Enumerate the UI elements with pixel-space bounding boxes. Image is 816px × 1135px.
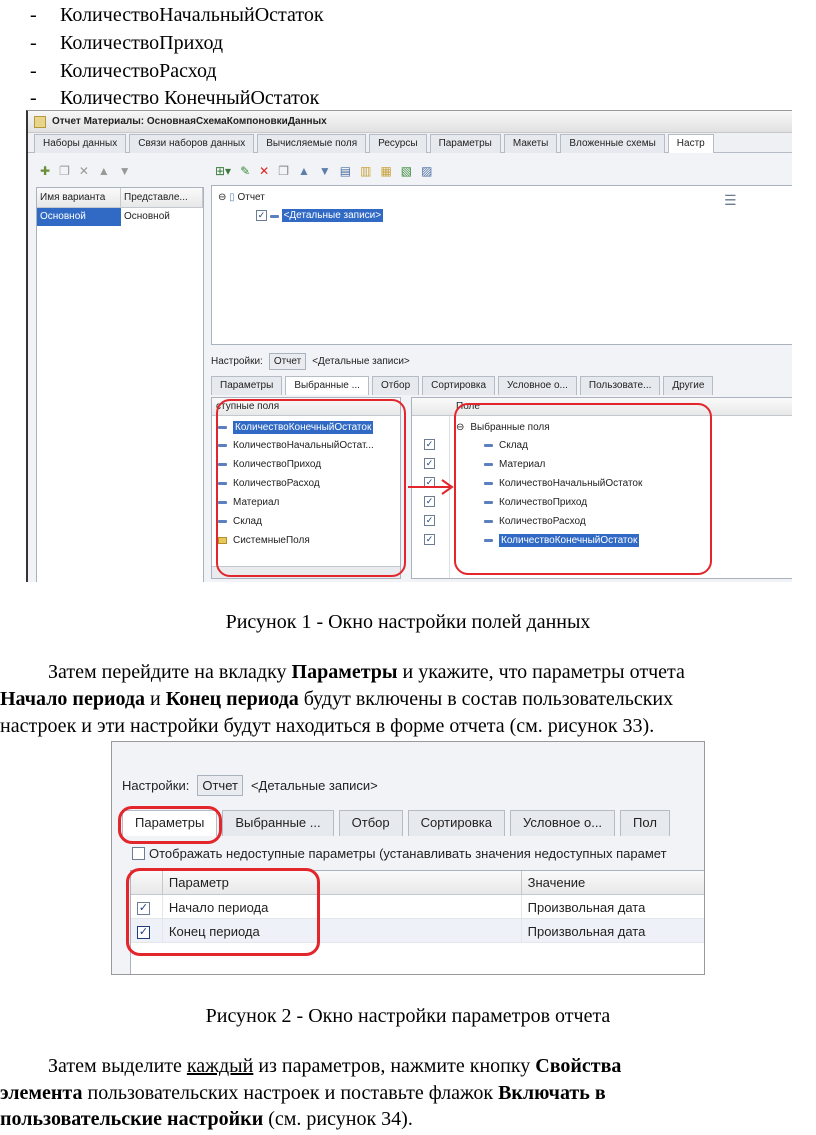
tab-nested-schemas[interactable]: Вложенные схемы <box>560 134 664 153</box>
settings-breadcrumb <box>211 351 410 371</box>
structure-toolbar <box>211 159 792 183</box>
figure2-screenshot <box>111 741 705 975</box>
tree-root[interactable]: ⊖ Выбранные поля <box>456 421 550 433</box>
column-header-param[interactable]: Параметр <box>163 871 522 894</box>
report-node-icon: ▯ <box>229 192 235 203</box>
check-icon[interactable]: ▨ <box>421 164 433 178</box>
variants-pane <box>36 159 204 582</box>
settings-label: Настройки: <box>122 778 190 793</box>
table-cell: Основной <box>124 211 170 222</box>
show-unavailable-option[interactable] <box>132 846 667 861</box>
show-unavailable-checkbox[interactable] <box>132 847 145 860</box>
selected-fields-header: Поле <box>412 398 792 416</box>
field-checkbox[interactable]: ✓ <box>425 515 434 525</box>
field-checkbox[interactable]: ✓ <box>425 477 434 487</box>
list-item[interactable]: КоличествоРасход <box>218 474 320 492</box>
list-item[interactable]: КоличествоРасход <box>484 512 586 530</box>
add-group-icon[interactable]: ⊞▾ <box>215 164 232 178</box>
collapse-icon[interactable]: ⊖ <box>456 421 465 433</box>
figure2-caption: Рисунок 2 - Окно настройки параметров отчета <box>205 1005 611 1027</box>
list-item: - КоличествоНачальныйОстаток <box>30 4 324 26</box>
settings-current[interactable]: Отчет <box>269 353 306 370</box>
table-cell: Основной <box>37 208 121 226</box>
copy-icon[interactable]: ❐ <box>59 164 70 178</box>
column-header[interactable]: Имя варианта <box>37 188 121 207</box>
field-checkbox[interactable]: ✓ <box>425 458 434 468</box>
window-title: Отчет Материалы: ОсновнаяСхемаКомпоновкиДанных <box>52 116 327 127</box>
edit-icon[interactable]: ✎ <box>240 164 251 178</box>
tree-child-label: <Детальные записи> <box>283 210 382 222</box>
highlight-oval <box>216 399 406 577</box>
list-item: - Количество КонечныйОстаток <box>30 87 320 109</box>
highlight-oval <box>118 806 222 844</box>
param-value[interactable]: Произвольная дата <box>522 895 705 918</box>
list-item[interactable]: КоличествоНачальныйОстаток <box>484 474 642 492</box>
tab-conditional[interactable]: Условное о... <box>510 810 615 836</box>
settings-sub[interactable]: <Детальные записи> <box>312 355 410 367</box>
paragraph-line: Затем выделите каждый из параметров, нажмите кнопку Свойства <box>48 1055 622 1077</box>
list-item[interactable]: Склад <box>218 512 262 530</box>
row-checkbox[interactable]: ✓ <box>138 926 149 939</box>
structure-tree <box>211 185 792 345</box>
field-checkbox[interactable]: ✓ <box>425 439 434 449</box>
variants-toolbar <box>36 159 204 183</box>
settings-current[interactable]: Отчет <box>197 775 243 796</box>
list-item: - КоличествоПриход <box>30 32 224 54</box>
window-titlebar <box>28 111 792 133</box>
list-item[interactable]: СистемныеПоля <box>218 531 310 549</box>
field-checkbox[interactable]: ✓ <box>425 534 434 544</box>
list-item[interactable]: КоличествоПриход <box>218 455 321 473</box>
available-fields-header: ступные поля <box>212 398 400 416</box>
tab-conditional[interactable]: Условное о... <box>498 376 577 395</box>
tab-filter[interactable]: Отбор <box>372 376 419 395</box>
tree-child[interactable] <box>256 210 383 221</box>
move-down-icon[interactable]: ▼ <box>118 164 131 178</box>
delete-icon[interactable]: ✕ <box>259 164 270 178</box>
paragraph-line: Затем перейдите на вкладку Параметры и укажите, что параметры отчета <box>48 661 685 683</box>
properties-icon[interactable]: ▤ <box>339 164 352 178</box>
output-icon[interactable]: ▦ <box>380 164 392 178</box>
column-header[interactable]: Представле... <box>121 188 203 207</box>
table-structure-icon[interactable]: ☰ <box>724 192 737 208</box>
highlight-oval <box>126 868 320 956</box>
table-header <box>37 188 203 208</box>
paragraph-line: пользовательские настройки (см. рисунок 34). <box>0 1108 413 1130</box>
add-icon[interactable]: ✚ <box>40 164 51 178</box>
tab-sort[interactable]: Сортировка <box>408 810 505 836</box>
variants-table <box>36 187 204 582</box>
settings-tabs <box>211 375 713 395</box>
list-item[interactable]: КоличествоКонечныйОстаток <box>484 531 639 549</box>
settings-icon[interactable]: ▥ <box>360 164 372 178</box>
tree-checkbox[interactable]: ✓ <box>257 210 266 220</box>
tab-parameters[interactable]: Параметры <box>211 376 282 395</box>
move-down-icon[interactable]: ▼ <box>318 164 331 178</box>
paragraph-line: элемента пользовательских настроек и поставьте флажок Включать в <box>0 1082 606 1104</box>
settings-label: Настройки: <box>211 355 263 367</box>
tab-layouts[interactable]: Макеты <box>504 134 558 153</box>
paragraph-line: настроек и эти настройки будут находиться в форме отчета (см. рисунок 33). <box>0 715 655 737</box>
tree-root[interactable] <box>218 192 265 203</box>
top-tabs <box>28 133 792 153</box>
column-header-value[interactable]: Значение <box>522 871 705 894</box>
tab-settings[interactable]: Настр <box>668 134 714 153</box>
list-item[interactable]: КоличествоНачальныйОстат... <box>218 436 374 454</box>
move-up-icon[interactable]: ▲ <box>297 164 310 178</box>
list-item: - КоличествоРасход <box>30 60 217 82</box>
list-item[interactable]: Материал <box>484 455 545 473</box>
table-row[interactable] <box>37 208 203 226</box>
paragraph-line: Начало периода и Конец периода будут включены в состав пользовательских <box>0 688 674 710</box>
figure1-caption: Рисунок 1 - Окно настройки полей данных <box>225 611 591 633</box>
tab-filter[interactable]: Отбор <box>339 810 403 836</box>
user-settings-icon[interactable]: ▧ <box>400 164 413 178</box>
list-item[interactable]: КоличествоКонечныйОстаток <box>218 418 373 436</box>
tree-root-label: Отчет <box>237 192 265 203</box>
tab-parameters[interactable]: Параметры <box>122 810 217 836</box>
report-icon <box>34 116 46 128</box>
tab-calculated-fields[interactable]: Вычисляемые поля <box>257 134 366 153</box>
field-icon <box>270 215 279 218</box>
param-name: Конец периода <box>163 919 522 942</box>
tab-sort[interactable]: Сортировка <box>422 376 495 395</box>
list-item[interactable]: Склад <box>484 436 528 454</box>
tab-other[interactable]: Другие <box>663 376 713 395</box>
param-value[interactable]: Произвольная дата <box>522 919 705 942</box>
list-item[interactable]: КоличествоПриход <box>484 493 587 511</box>
figure1-screenshot <box>26 110 792 582</box>
row-checkbox[interactable]: ✓ <box>138 902 149 915</box>
collapse-icon[interactable]: ⊖ <box>218 192 227 203</box>
settings-sub[interactable]: <Детальные записи> <box>250 778 378 793</box>
tab-user[interactable]: Пол <box>620 810 670 836</box>
tab-resources[interactable]: Ресурсы <box>369 134 426 153</box>
arrow-icon <box>406 477 458 497</box>
tab-parameters[interactable]: Параметры <box>430 134 501 153</box>
tab-user[interactable]: Пользовате... <box>580 376 661 395</box>
tab-selected-fields[interactable]: Выбранные ... <box>222 810 333 836</box>
delete-icon[interactable]: ✕ <box>78 164 89 178</box>
settings-breadcrumb <box>122 775 378 796</box>
tab-selected-fields[interactable]: Выбранные ... <box>285 376 369 395</box>
param-name: Начало периода <box>163 895 522 918</box>
move-up-icon[interactable]: ▲ <box>97 164 110 178</box>
show-unavailable-label: Отображать недоступные параметры (устанавливать значения недоступных парамет <box>149 846 667 861</box>
highlight-oval <box>454 403 712 575</box>
tab-datasets[interactable]: Наборы данных <box>34 134 126 153</box>
copy-icon[interactable]: ❐ <box>278 164 289 178</box>
list-item[interactable]: Материал <box>218 493 279 511</box>
field-checkbox[interactable]: ✓ <box>425 496 434 506</box>
tab-dataset-links[interactable]: Связи наборов данных <box>129 134 254 153</box>
